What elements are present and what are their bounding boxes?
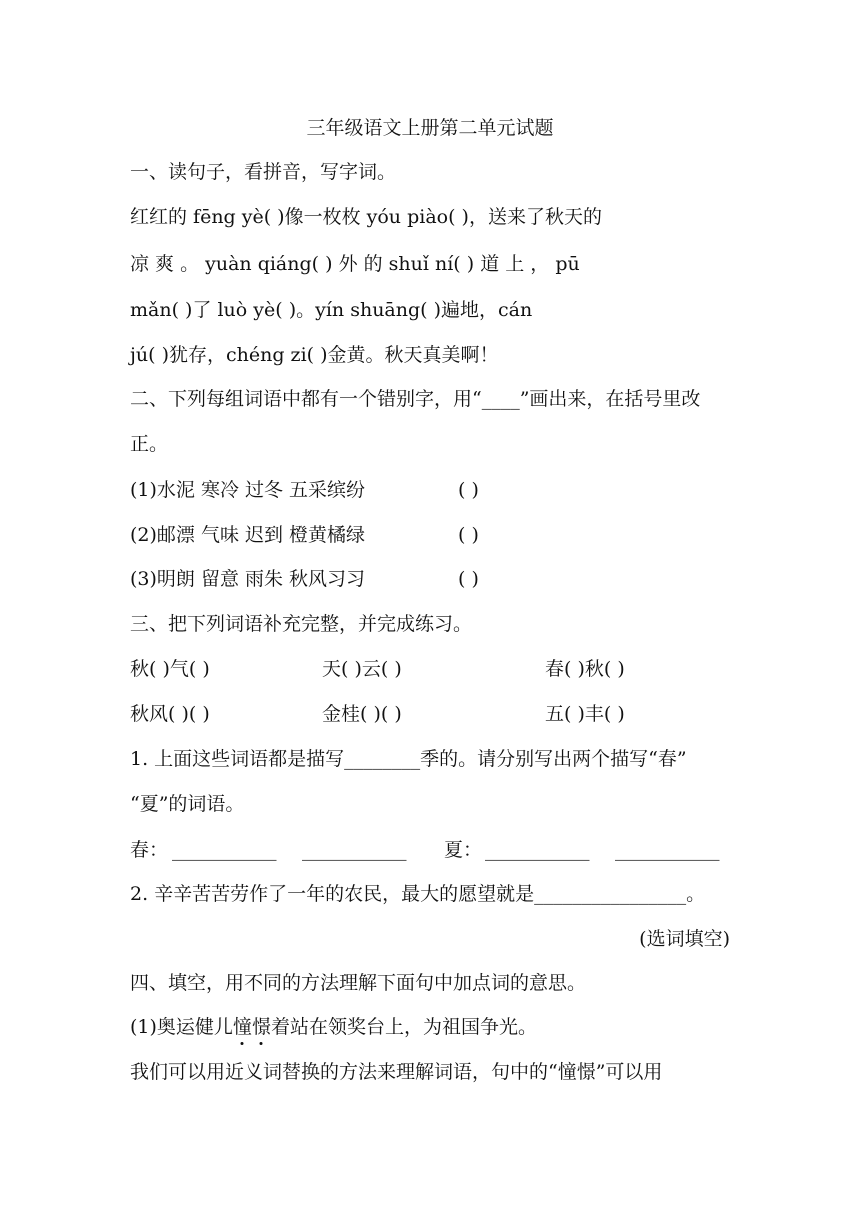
section2-heading: 二、下列每组词语中都有一个错别字，用“____”画出来，在括号里改 [130, 388, 701, 410]
item-words: (3)明朗 留意 雨朱 秋风习习 [130, 568, 366, 590]
summer-blank: ___________ [485, 839, 590, 861]
section1-line: 红红的 fēng yè( )像一枚枚 yóu piào( )，送来了秋天的 [130, 206, 602, 228]
item-words: (2)邮漂 气味 迟到 橙黄橘绿 [130, 524, 366, 546]
section4-item-1 [130, 1014, 730, 1040]
idiom-blank: 五( )丰( ) [545, 703, 625, 725]
answer-paren: ( ) [458, 568, 479, 590]
idiom-blank: 金桂( )( ) [322, 703, 402, 725]
summer-label: 夏： [444, 839, 483, 861]
question-2: 2. 辛辛苦苦劳作了一年的农民，最大的愿望就是________________。 [130, 883, 706, 905]
idiom-blank: 春( )秋( ) [545, 658, 625, 680]
section3-heading: 三、把下列词语补充完整，并完成练习。 [130, 613, 473, 635]
section1-heading: 一、读句子，看拼音，写字词。 [130, 161, 397, 183]
section4-paragraph: 我们可以用近义词替换的方法来理解词语，句中的“憧憬”可以用 [130, 1061, 663, 1083]
question-1-cont: “夏”的词语。 [130, 793, 245, 815]
section1-line: 凉 爽 。 yuàn qiáng( ) 外 的 shuǐ ní( ) 道 上 ， pū [130, 253, 580, 275]
answer-paren: ( ) [458, 524, 479, 546]
section1-line: mǎn( )了 luò yè( )。yín shuāng( )遍地，cán [130, 299, 533, 321]
section2-item [130, 522, 730, 548]
dotted-char: 憬 [251, 1016, 271, 1038]
section4-heading: 四、填空，用不同的方法理解下面句中加点词的意思。 [130, 972, 587, 994]
spring-blank: ___________ [302, 839, 407, 861]
section2-item [130, 566, 730, 592]
item-pre: (1)奥运健儿 [130, 1016, 233, 1038]
section2-heading-cont: 正。 [130, 433, 169, 455]
idiom-blank: 秋( )气( ) [130, 658, 210, 680]
page-title: 三年级语文上册第二单元试题 [306, 117, 554, 139]
idiom-blank: 秋风( )( ) [130, 703, 210, 725]
hint-note: (选词填空) [639, 928, 730, 950]
idiom-blank: 天( )云( ) [322, 658, 402, 680]
summer-blank: ___________ [615, 839, 720, 861]
spring-label: 春： [130, 839, 169, 861]
section2-item [130, 477, 730, 503]
item-post: 着站在领奖台上，为祖国争光。 [270, 1016, 537, 1038]
item-words: (1)水泥 寒冷 过冬 五采缤纷 [130, 479, 366, 501]
answer-paren: ( ) [458, 479, 479, 501]
section1-line: jú( )犹存，chéng zi( )金黄。秋天真美啊！ [130, 344, 499, 366]
spring-blank: ___________ [172, 839, 277, 861]
question-1: 1. 上面这些词语都是描写________季的。请分别写出两个描写“春” [130, 748, 687, 770]
dotted-char: 憧 [232, 1016, 252, 1038]
